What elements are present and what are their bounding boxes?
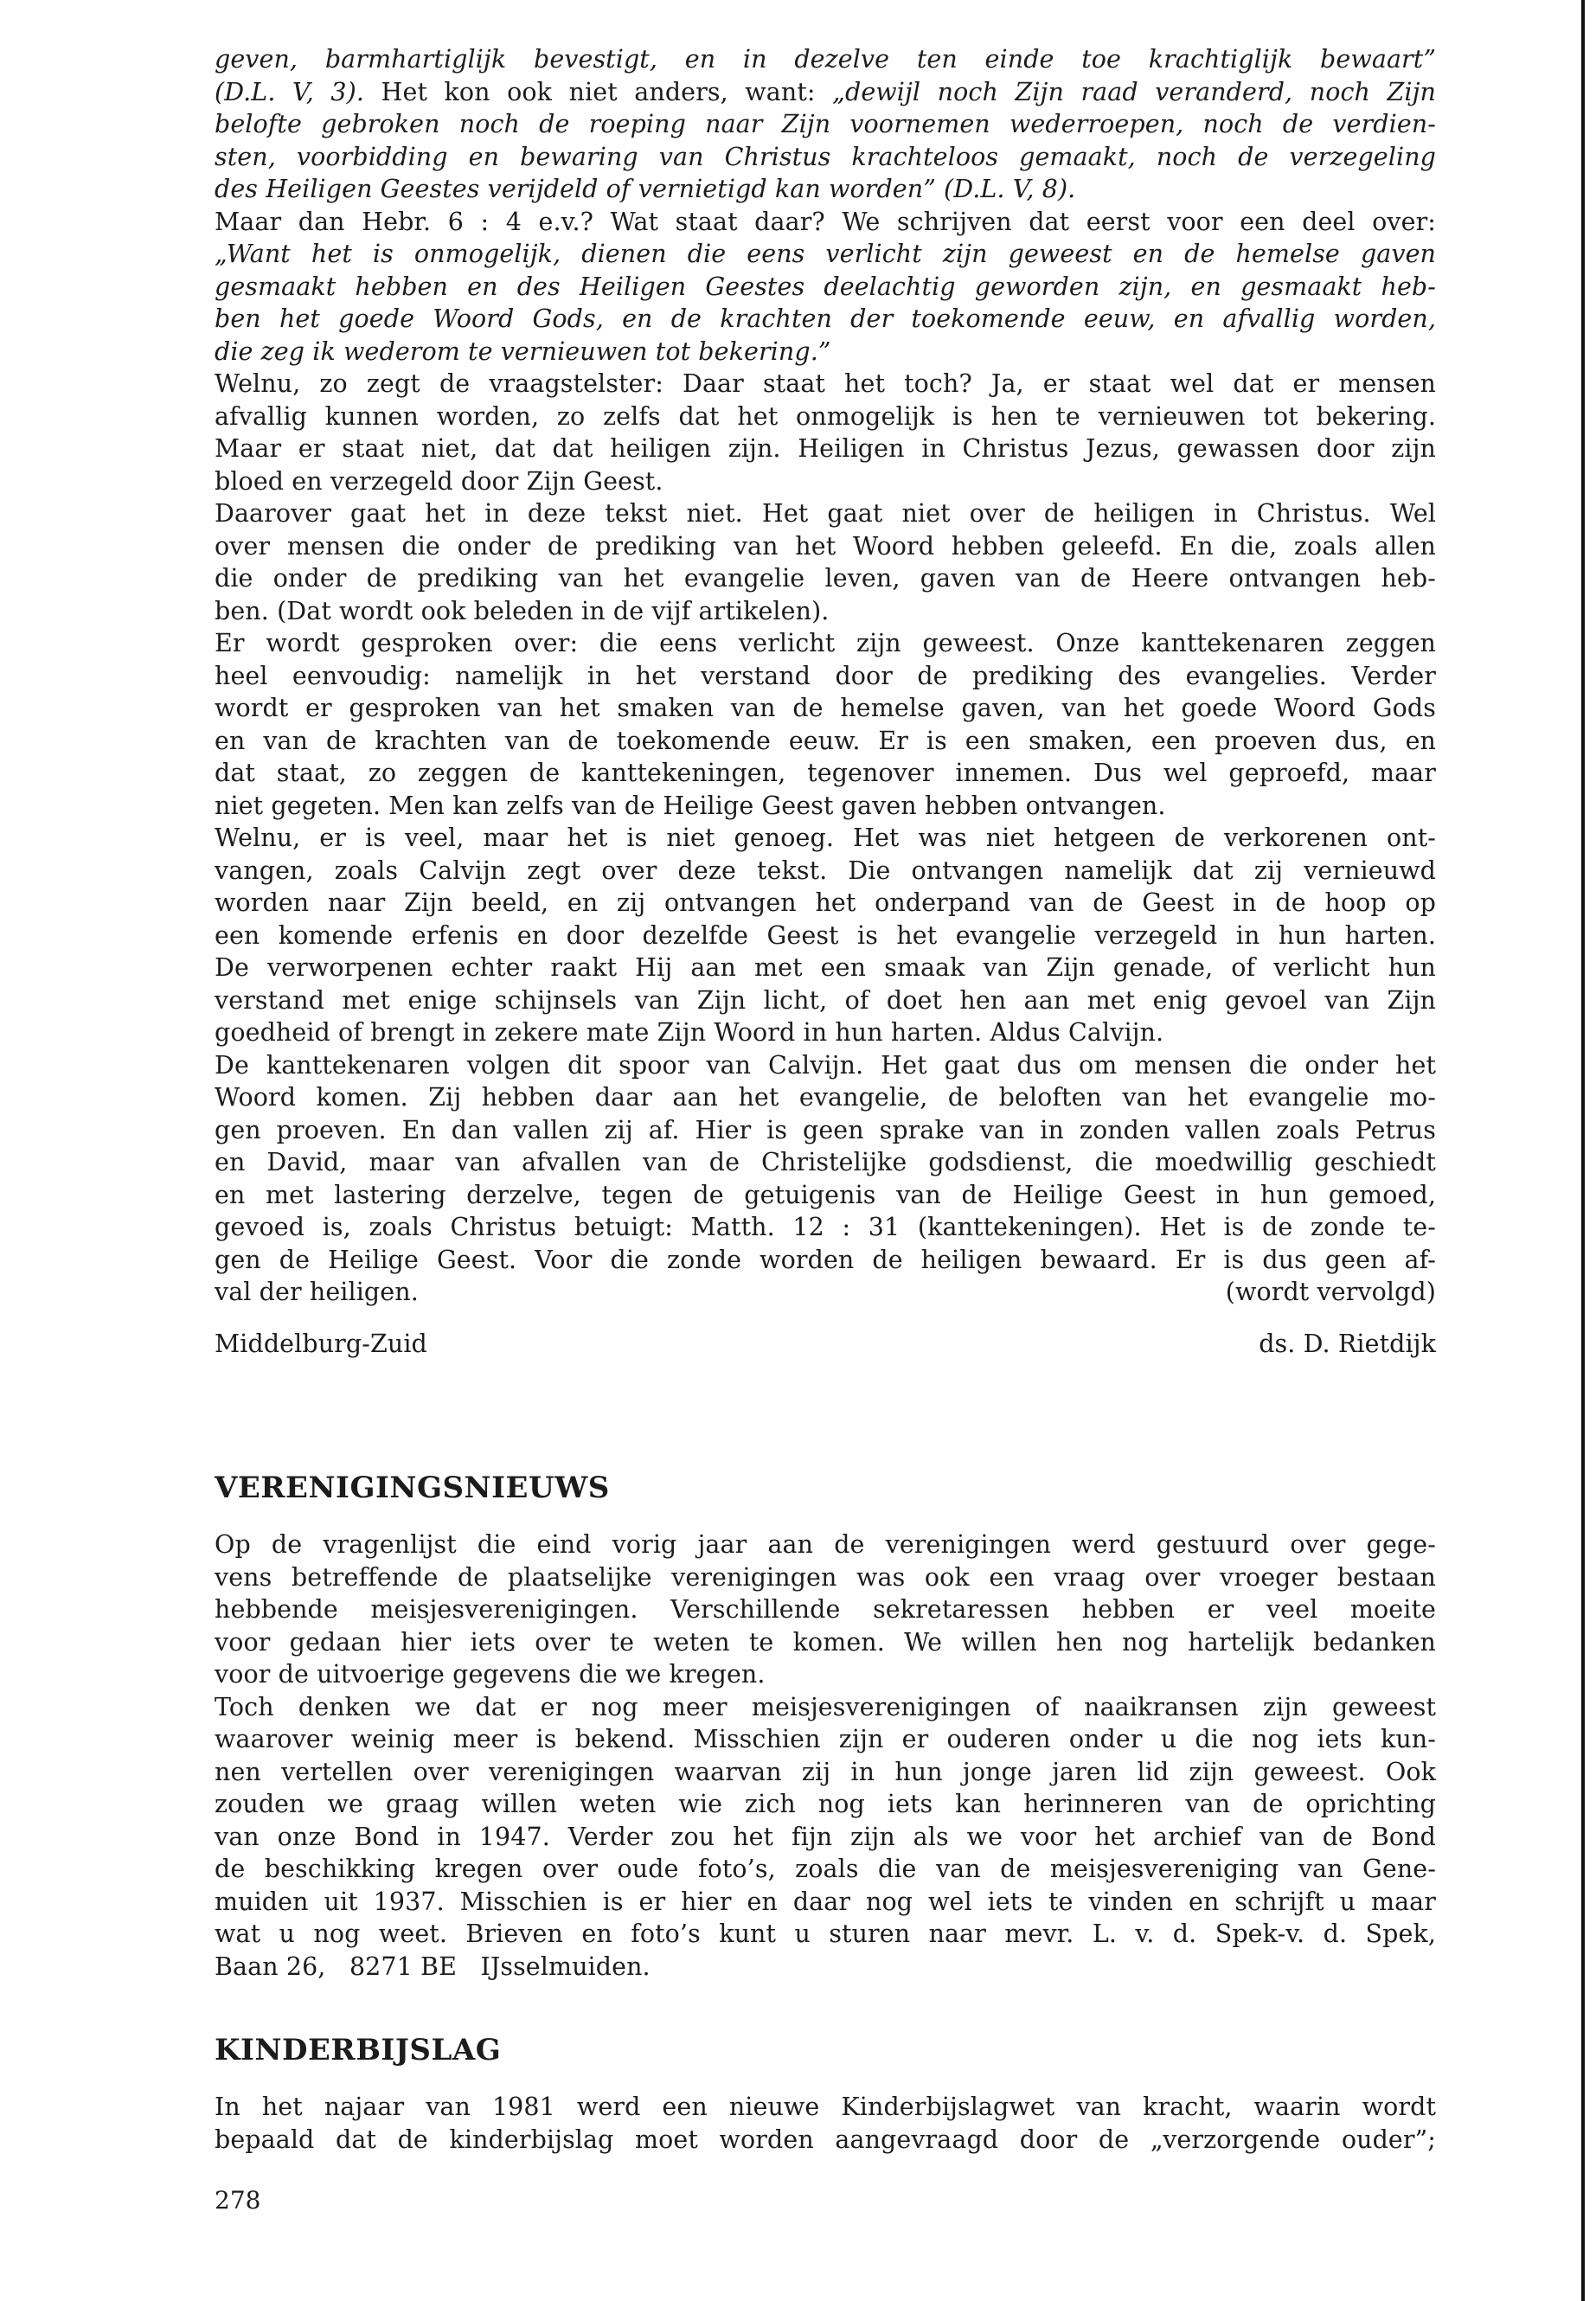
right-edge-rule [1581, 0, 1585, 2301]
text-line: belofte gebroken noch de roeping naar Zijn voornemen wederroepen, noch de verdien- [215, 110, 1436, 138]
section-verenigingsnieuws-body [215, 1529, 1436, 1983]
text-line: De kanttekenaren volgen dit spoor van Calvijn. Het gaat dus om mensen die onder het [215, 1050, 1436, 1080]
text-line: (D.L. V, 3). Het kon ook niet anders, want: „dewijl noch Zijn raad veranderd, noch Zijn [215, 77, 1437, 106]
signature-row [215, 1328, 1436, 1361]
page-number: 278 [215, 2186, 261, 2214]
text-line: en met lastering derzelve, tegen de getuigenis van de Heilige Geest in hun gemoed, [215, 1180, 1436, 1209]
text-line: wordt er gesproken van het smaken van de hemelse gaven, van het goede Woord Gods [215, 694, 1436, 722]
text-line: Op de vragenlijst die eind vorig jaar aan de verenigingen werd gestuurd over gege- [215, 1530, 1436, 1559]
author-name: ds. D. Rietdijk [1259, 1329, 1436, 1358]
text-line: een komende erfenis en door dezelfde Geest is het evangelie verzegeld in hun harten. [215, 920, 1436, 950]
text-line: Maar er staat niet, dat dat heiligen zijn. Heiligen in Christus Jezus, gewassen door zijn [215, 434, 1436, 463]
text-line: afvallig kunnen worden, zo zelfs dat het onmogelijk is hen te vernieuwen tot bekering. [215, 401, 1436, 431]
text-line: Woord komen. Zij hebben daar aan het evangelie, de beloften van het evangelie mo- [215, 1083, 1436, 1112]
text-line: en van de krachten van de toekomende eeuw. Er is een smaken, een proeven dus, en [215, 726, 1436, 755]
text-line: Maar dan Hebr. 6 : 4 e.v.? Wat staat daar? We schrijven dat eerst voor een deel over: [215, 207, 1436, 236]
text-line: De verworpenen echter raakt Hij aan met een smaak van Zijn genade, of verlicht hun [215, 953, 1436, 982]
section-heading-kinderbijslag: KINDERBIJSLAG [215, 2033, 502, 2067]
to-be-continued-note: (wordt vervolgd) [1225, 1278, 1436, 1306]
text-line: over mensen die onder de prediking van het Woord hebben geleefd. En die, zoals allen [215, 531, 1436, 561]
text-line: ben. (Dat wordt ook beleden in de vijf artikelen). [215, 596, 830, 625]
text-line: van onze Bond in 1947. Verder zou het fijn zijn als we voor het archief van de Bond [215, 1822, 1436, 1851]
text-line: sten, voorbidding en bewaring van Christus krachteloos gemaakt, noch de verzegeling [215, 142, 1436, 171]
text-line: verstand met enige schijnsels van Zijn licht, of doet hen aan met enig gevoel van Zijn [215, 985, 1436, 1015]
text-line: en David, maar van afvallen van de Christelijke godsdienst, die moedwillig geschiedt [215, 1148, 1436, 1176]
text-line: wat u nog weet. Brieven en foto’s kunt u sturen naar mevr. L. v. d. Spek-v. d. Spek, [215, 1920, 1436, 1948]
text-line: Baan 26, 8271 BE IJsselmuiden. [215, 1952, 651, 1981]
text-line: muiden uit 1937. Misschien is er hier en daar nog wel iets te vinden en schrijft u maar [215, 1887, 1436, 1916]
text-line: geven, barmhartiglijk bevestigt, en in dezelve ten einde toe krachtiglijk bewaart” [215, 45, 1436, 74]
text-line: waarover weinig meer is bekend. Misschien zijn er ouderen onder u die nog iets kun- [215, 1725, 1436, 1753]
text-line: gen de Heilige Geest. Voor die zonde worden de heiligen bewaard. Er is dus geen af- [215, 1245, 1436, 1274]
text-line: worden naar Zijn beeld, en zij ontvangen het onderpand van de Geest in de hoop op [215, 888, 1436, 917]
text-line: de beschikking kregen over oude foto’s, zoals die van de meisjesvereniging van Gene- [215, 1855, 1436, 1883]
text-line: goedheid of brengt in zekere mate Zijn Woord in hun harten. Aldus Calvijn. [215, 1018, 1164, 1047]
text-line: vens betreffende de plaatselijke verenigingen was ook een vraag over vroeger bestaan [215, 1562, 1436, 1592]
text-line: des Heiligen Geestes verijdeld of vernietigd kan worden” (D.L. V, 8). [215, 175, 1076, 203]
text-line: gen proeven. En dan vallen zij af. Hier is geen sprake van in zonden vallen zoals Petrus [215, 1115, 1436, 1144]
text-line: Welnu, er is veel, maar het is niet genoeg. Het was niet hetgeen de verkorenen ont- [215, 824, 1436, 852]
text-line: val der heiligen. [215, 1278, 419, 1306]
text-line: nen vertellen over verenigingen waarvan zij in hun jonge jaren lid zijn geweest. Ook [215, 1757, 1436, 1786]
italic-quote: „dewijl noch Zijn raad veranderd, noch Zijn [832, 77, 1437, 106]
text-line: die onder de prediking van het evangelie leven, gaven van de Heere ontvangen heb- [215, 564, 1436, 593]
text-line: bloed en verzegeld door Zijn Geest. [215, 466, 663, 496]
text-line: Daarover gaat het in deze tekst niet. Het gaat niet over de heiligen in Christus. Wel [215, 499, 1436, 528]
closing-row [215, 1276, 1436, 1309]
text-line: niet gegeten. Men kan zelfs van de Heilige Geest gaven hebben ontvangen. [215, 791, 1166, 820]
text-line: ben het goede Woord Gods, en de krachten der toekomende eeuw, en afvallig worden, [215, 304, 1436, 333]
section-kinderbijslag-body [215, 2091, 1436, 2156]
article-continuation [215, 43, 1436, 1360]
text-line: die zeg ik wederom te vernieuwen tot bekering.” [215, 336, 831, 366]
text-line: gevoed is, zoals Christus betuigt: Matth. 12 : 31 (kanttekeningen). Het is de zonde te- [215, 1213, 1436, 1241]
text-line: „Want het is onmogelijk, dienen die eens verlicht zijn geweest en de hemelse gaven [215, 240, 1436, 268]
text-line: zouden we graag willen weten wie zich nog iets kan herinneren van de oprichting [215, 1790, 1436, 1818]
text-line: voor gedaan hier iets over te weten te komen. We willen hen nog hartelijk bedanken [215, 1627, 1436, 1657]
text-line: In het najaar van 1981 werd een nieuwe Kinderbijslagwet van kracht, waarin wordt [215, 2093, 1436, 2121]
text-line: vangen, zoals Calvijn zegt over deze tekst. Die ontvangen namelijk dat zij vernieuwd [215, 856, 1436, 885]
text-line: Toch denken we dat er nog meer meisjesverenigingen of naaikransen zijn geweest [215, 1692, 1436, 1721]
text-line: heel eenvoudig: namelijk in het verstand door de prediking des evangelies. Verder [215, 661, 1436, 690]
text-line: Welnu, zo zegt de vraagstelster: Daar staat het toch? Ja, er staat wel dat er mensen [215, 369, 1436, 398]
text-line: bepaald dat de kinderbijslag moet worden aangevraagd door de „verzorgende ouder”; [215, 2125, 1436, 2154]
text-line: voor de uitvoerige gegevens die we kregen. [215, 1660, 766, 1689]
author-place: Middelburg-Zuid [215, 1329, 427, 1358]
text-line: Er wordt gesproken over: die eens verlicht zijn geweest. Onze kanttekenaren zeggen [215, 629, 1436, 657]
section-heading-verenigingsnieuws: VERENIGINGSNIEUWS [215, 1471, 610, 1505]
text-line: hebbende meisjesverenigingen. Verschillende sekretaressen hebben er veel moeite [215, 1595, 1436, 1624]
text-line: dat staat, zo zeggen de kanttekeningen, tegenover innemen. Dus wel geproefd, maar [215, 759, 1436, 787]
text-line: gesmaakt hebben en des Heiligen Geestes deelachtig geworden zijn, en gesmaakt heb- [215, 272, 1436, 301]
